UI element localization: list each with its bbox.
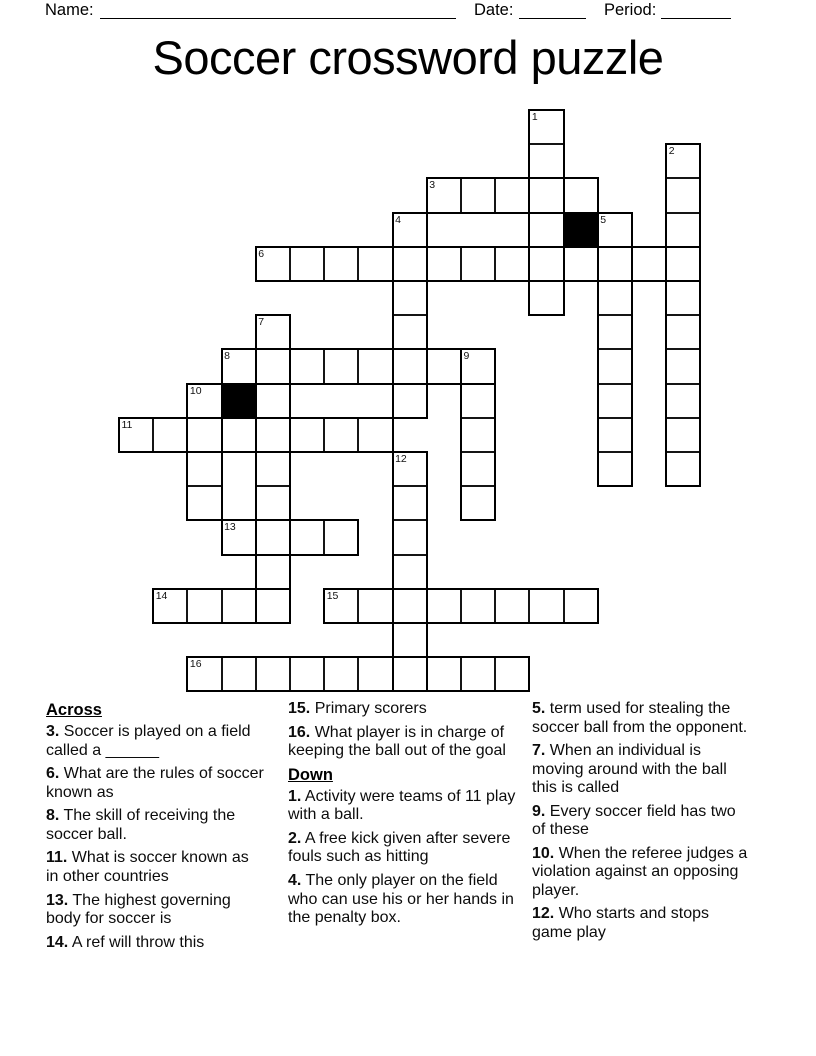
clue-number: 15. [288, 700, 311, 717]
clue-text: The skill of receiving the soccer ball. [46, 807, 236, 843]
grid-cell[interactable] [598, 281, 632, 315]
cell-number-13: 13 [224, 521, 236, 534]
clue-text: A ref will throw this [68, 933, 205, 951]
grid-cell[interactable] [358, 589, 392, 623]
clue-text: term used for stealing the soccer ball from the opponent. [532, 700, 748, 736]
cell-number-10: 10 [189, 384, 202, 397]
clue-text: Activity were teams of 11 play with a ball. [288, 787, 516, 824]
grid-cell[interactable] [529, 247, 563, 281]
grid-cell[interactable] [666, 384, 700, 418]
grid-cell[interactable] [393, 623, 427, 657]
clue-item-12 [532, 905, 750, 942]
clue-item-14 [46, 934, 264, 953]
grid-cell[interactable] [461, 589, 495, 623]
grid-cell[interactable] [393, 349, 427, 383]
clue-number: 12. [532, 905, 555, 923]
grid-cell[interactable] [256, 589, 290, 623]
clues-across-heading: Across [46, 701, 102, 719]
grid-cell[interactable] [529, 281, 563, 315]
cell-number-15: 15 [326, 589, 339, 602]
cell-number-2: 2 [668, 145, 675, 158]
grid-cell[interactable] [461, 178, 495, 212]
grid-cell[interactable] [187, 418, 221, 452]
clue-item-7 [532, 742, 750, 798]
grid-cell[interactable] [461, 384, 495, 418]
grid-cell[interactable] [256, 247, 290, 281]
grid-cell[interactable] [358, 657, 392, 691]
clue-text: What are the rules of soccer known as [46, 765, 264, 801]
clue-text: The highest governing body for soccer is [46, 891, 231, 928]
clue-number: 5. [532, 700, 546, 717]
grid-cell[interactable] [153, 418, 187, 452]
cell-number-7: 7 [258, 316, 265, 329]
grid-cell[interactable] [393, 213, 427, 247]
cell-number-5: 5 [600, 213, 607, 226]
cell-number-1: 1 [531, 111, 538, 123]
clue-item-6 [46, 765, 264, 802]
clues-down-heading: Down [288, 765, 333, 784]
grid-cell[interactable] [222, 520, 256, 554]
clue-number: 8. [46, 807, 60, 825]
clue-item-16 [288, 724, 530, 761]
grid-cell[interactable] [256, 555, 290, 589]
grid-cell[interactable] [324, 418, 358, 452]
grid-cell[interactable] [393, 589, 427, 623]
grid-cell[interactable] [529, 178, 563, 212]
grid-cell[interactable] [666, 452, 700, 486]
grid-cell[interactable] [256, 520, 290, 554]
clue-number: 13. [46, 891, 69, 909]
period-blank-line[interactable] [661, 2, 731, 19]
clue-text: Who starts and stops game play [532, 905, 709, 942]
grid-cell[interactable] [666, 247, 700, 281]
clue-text: A free kick given after severe fouls such as hitting [288, 829, 511, 866]
grid-cell[interactable] [598, 452, 632, 486]
grid-cell[interactable] [598, 247, 632, 281]
grid-cell[interactable] [495, 178, 529, 212]
cell-number-6: 6 [258, 247, 265, 260]
clue-number: 9. [532, 802, 546, 820]
grid-cell[interactable] [666, 178, 700, 212]
clue-number: 3. [46, 723, 60, 741]
grid-cell[interactable] [324, 247, 358, 281]
grid-cell[interactable] [256, 486, 290, 520]
clue-item-13 [46, 892, 264, 929]
clue-item-8 [46, 807, 264, 844]
cell-number-3: 3 [429, 179, 436, 192]
clue-text: When the referee judges a violation against an opposing player. [532, 844, 748, 899]
clue-item-15 [288, 700, 530, 719]
name-label: Name: [45, 1, 94, 19]
grid-cell[interactable] [290, 418, 324, 452]
grid-cell[interactable] [256, 384, 290, 418]
cell-number-16: 16 [189, 658, 202, 671]
grid-cell[interactable] [427, 247, 461, 281]
crossword-grid [119, 110, 701, 692]
grid-cell[interactable] [393, 247, 427, 281]
clue-number: 4. [288, 871, 302, 889]
clue-item-11 [46, 849, 264, 886]
clue-column-right [532, 700, 750, 948]
grid-cell[interactable] [256, 657, 290, 691]
clue-number: 16. [288, 723, 311, 741]
grid-cell[interactable] [427, 178, 461, 212]
clue-item-3 [46, 723, 264, 760]
name-blank-line[interactable] [100, 2, 456, 19]
grid-cell[interactable] [598, 349, 632, 383]
blocked-cell [563, 212, 599, 248]
grid-cell[interactable] [358, 247, 392, 281]
clue-item-10 [532, 845, 750, 901]
clue-number: 1. [288, 787, 302, 805]
grid-cell[interactable] [393, 520, 427, 554]
grid-cell[interactable] [529, 110, 563, 144]
clue-item-4 [288, 872, 530, 928]
date-label: Date: [474, 1, 514, 19]
clue-number: 2. [288, 829, 302, 847]
grid-cell[interactable] [222, 657, 256, 691]
grid-cell[interactable] [495, 657, 529, 691]
grid-cell[interactable] [598, 418, 632, 452]
grid-cell[interactable] [564, 178, 598, 212]
grid-cell[interactable] [393, 281, 427, 315]
grid-cell[interactable] [256, 349, 290, 383]
clue-column-middle [288, 700, 530, 933]
grid-cell[interactable] [393, 452, 427, 486]
clue-text: Every soccer field has two of these [532, 802, 736, 839]
grid-cell[interactable] [358, 349, 392, 383]
grid-cell[interactable] [324, 349, 358, 383]
grid-cell[interactable] [222, 349, 256, 383]
grid-cell[interactable] [222, 418, 256, 452]
grid-cell[interactable] [598, 315, 632, 349]
clue-number: 10. [532, 844, 555, 862]
grid-cell[interactable] [427, 349, 461, 383]
clue-item-2 [288, 830, 530, 867]
cell-number-14: 14 [155, 589, 168, 602]
grid-cell[interactable] [358, 418, 392, 452]
clue-number: 11. [46, 849, 68, 867]
clue-text: Soccer is played on a field called a ______ [46, 723, 251, 759]
grid-cell[interactable] [529, 589, 563, 623]
grid-cell[interactable] [393, 384, 427, 418]
cell-number-9: 9 [463, 350, 470, 363]
grid-cell[interactable] [461, 349, 495, 383]
grid-cell[interactable] [290, 657, 324, 691]
grid-cell[interactable] [666, 144, 700, 178]
grid-cell[interactable] [256, 418, 290, 452]
grid-cell[interactable] [666, 281, 700, 315]
clue-number: 7. [532, 742, 546, 760]
grid-cell[interactable] [187, 452, 221, 486]
grid-cell[interactable] [324, 589, 358, 623]
grid-cell[interactable] [187, 486, 221, 520]
grid-cell[interactable] [427, 657, 461, 691]
grid-cell[interactable] [632, 247, 666, 281]
grid-cell[interactable] [119, 418, 153, 452]
grid-cell[interactable] [290, 349, 324, 383]
grid-cell[interactable] [529, 144, 563, 178]
grid-cell[interactable] [187, 589, 221, 623]
clue-item-1 [288, 788, 530, 825]
clue-item-9 [532, 803, 750, 840]
grid-cell[interactable] [222, 589, 256, 623]
grid-cell[interactable] [495, 247, 529, 281]
grid-cell[interactable] [187, 384, 221, 418]
grid-cell[interactable] [393, 486, 427, 520]
grid-cell[interactable] [495, 589, 529, 623]
grid-cell[interactable] [256, 452, 290, 486]
grid-cell[interactable] [666, 315, 700, 349]
grid-cell[interactable] [564, 247, 598, 281]
grid-cell[interactable] [529, 213, 563, 247]
grid-cell[interactable] [598, 384, 632, 418]
blocked-cell [221, 383, 257, 419]
cell-number-8: 8 [224, 350, 230, 363]
date-blank-line[interactable] [519, 2, 586, 19]
clue-number: 14. [46, 933, 69, 951]
clue-column-left [46, 700, 264, 957]
grid-cell[interactable] [290, 247, 324, 281]
grid-cell[interactable] [324, 520, 358, 554]
clue-item-5 [532, 700, 750, 737]
grid-cell[interactable] [256, 315, 290, 349]
grid-cell[interactable] [461, 657, 495, 691]
page-title: Soccer crossword puzzle [152, 31, 664, 84]
cell-number-11: 11 [121, 418, 133, 431]
grid-cell[interactable] [427, 589, 461, 623]
cell-number-12: 12 [395, 453, 407, 465]
clue-text: When an individual is moving around with the ball this is called [532, 742, 727, 797]
clue-text: What player is in charge of keeping the ball out of the goal [288, 723, 506, 760]
grid-cell[interactable] [598, 213, 632, 247]
grid-cell[interactable] [393, 657, 427, 691]
grid-cell[interactable] [461, 247, 495, 281]
grid-cell[interactable] [666, 213, 700, 247]
grid-cell[interactable] [153, 589, 187, 623]
grid-cell[interactable] [393, 315, 427, 349]
grid-cell[interactable] [393, 555, 427, 589]
period-label: Period: [604, 1, 657, 19]
grid-cell[interactable] [666, 349, 700, 383]
grid-cell[interactable] [187, 657, 221, 691]
grid-cell[interactable] [461, 418, 495, 452]
grid-cell[interactable] [461, 452, 495, 486]
clue-text: The only player on the field who can use his or her hands in the penalty box. [288, 871, 514, 927]
clue-number: 6. [46, 765, 60, 783]
grid-cell[interactable] [290, 520, 324, 554]
cell-number-4: 4 [395, 213, 401, 226]
grid-cell[interactable] [461, 486, 495, 520]
grid-cell[interactable] [324, 657, 358, 691]
grid-cell[interactable] [564, 589, 598, 623]
clue-text: Primary scorers [310, 700, 427, 717]
clue-text: What is soccer known as in other countries [46, 849, 249, 885]
grid-cell[interactable] [666, 418, 700, 452]
